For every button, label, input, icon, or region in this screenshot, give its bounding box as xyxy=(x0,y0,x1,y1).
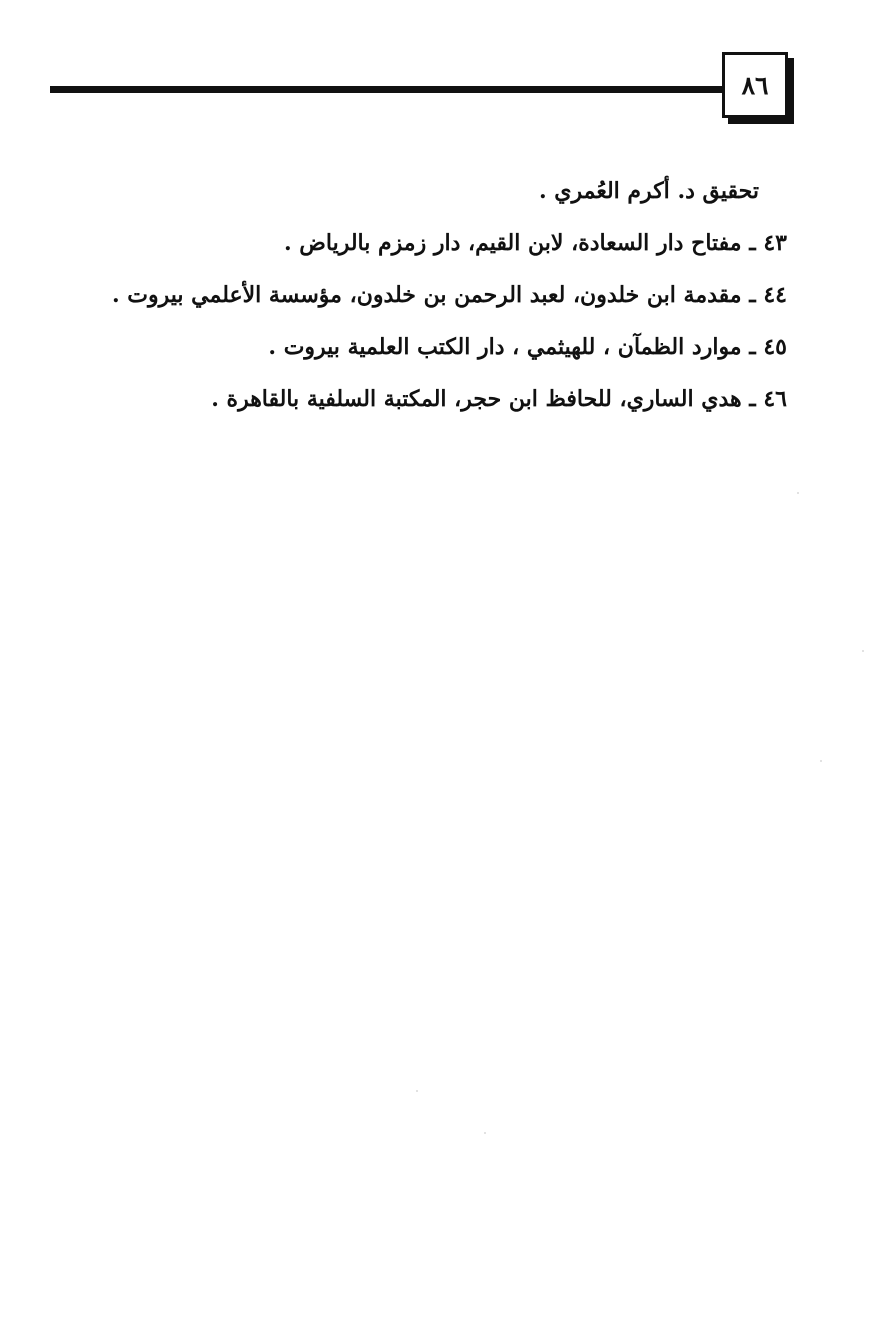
list-item: ٤٤ ـ مقدمة ابن خلدون، لعبد الرحمن بن خلدون، مؤسسة الأعلمي بيروت . xyxy=(111,282,787,308)
scan-speck xyxy=(484,1132,486,1134)
list-item: تحقيق د. أكرم العُمري . xyxy=(538,178,759,204)
list-item: ٤٣ ـ مفتاح دار السعادة، لابن القيم، دار زمزم بالرياض . xyxy=(283,230,787,256)
scan-speck xyxy=(820,760,822,762)
bibliography-list xyxy=(50,178,787,438)
list-item: ٤٦ ـ هدي الساري، للحافظ ابن حجر، المكتبة السلفية بالقاهرة . xyxy=(211,386,787,412)
list-item: ٤٥ ـ موارد الظمآن ، للهيثمي ، دار الكتب العلمية بيروت . xyxy=(268,334,787,360)
page-number: ٨٦ xyxy=(741,70,769,100)
page-number-box xyxy=(722,52,788,118)
scan-speck xyxy=(797,492,799,494)
scan-speck xyxy=(862,650,864,652)
scan-speck xyxy=(416,1090,418,1092)
header-rule xyxy=(50,86,724,93)
